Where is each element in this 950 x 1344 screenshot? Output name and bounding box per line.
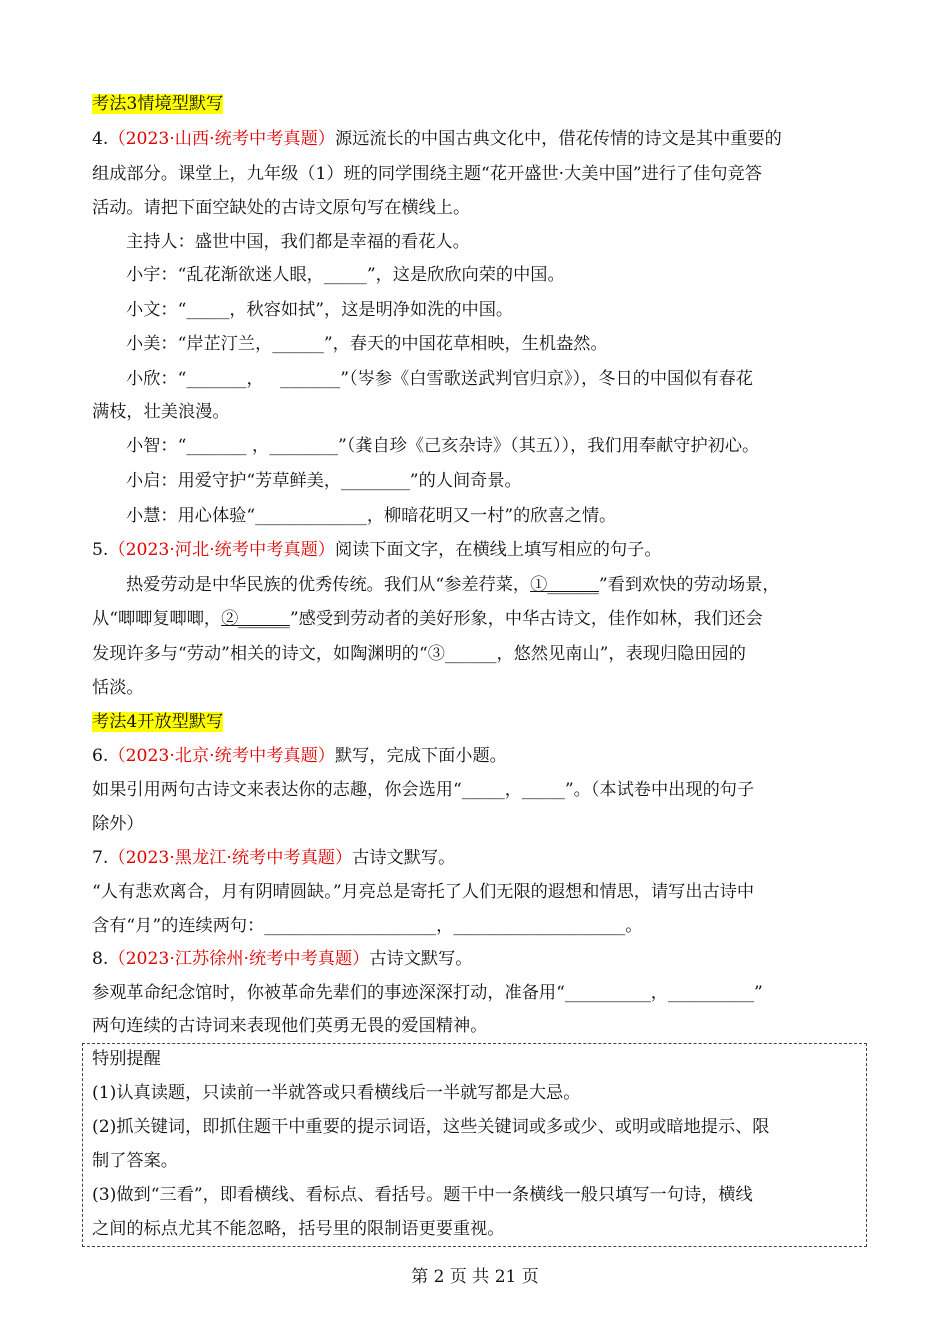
q7-line-2: “人有悲欢离合，月有阴晴圆缺。”月亮总是寄托了人们无限的遐想和情思，请写出古诗中 <box>92 882 755 902</box>
q6-number: 6. <box>92 746 109 766</box>
q4-xiaowen-text: 小文：“ <box>126 300 187 320</box>
q8-line-1 <box>92 948 862 970</box>
answer-blank-2[interactable]: ②______ <box>221 609 290 629</box>
close-quote: ” <box>753 983 763 1003</box>
answer-blank-3[interactable]: ______ <box>444 644 497 664</box>
tips-title: 特别提醒 <box>92 1049 161 1069</box>
q8-number: 8. <box>92 949 109 969</box>
q7-number: 7. <box>92 848 109 868</box>
q8-line-2 <box>92 982 862 1004</box>
comma: ， <box>246 369 264 389</box>
q4-xiaoqi-tail: ”的人间奇景。 <box>409 471 522 491</box>
comma: ， <box>504 780 522 800</box>
q4-xiaomei <box>126 333 896 355</box>
answer-blank[interactable]: __________ <box>668 983 754 1003</box>
q5-para-1 <box>126 574 896 596</box>
q6-line-1 <box>92 745 862 767</box>
answer-blank[interactable]: ____________________ <box>264 916 437 936</box>
q4-xiaoxin-line-2: 满枝，壮美浪漫。 <box>92 402 230 422</box>
q4-xiaohui <box>126 505 896 527</box>
q5-source: （2023·河北·统考中考真题） <box>108 540 335 560</box>
q5-para-4: 恬淡。 <box>92 678 144 698</box>
q4-xiaoxin <box>126 368 896 390</box>
tip-3-line-1: (3)做到“三看”，即看横线、看标点、看括号。题干中一条横线一般只填写一句诗，横线 <box>92 1185 753 1205</box>
comma: ， <box>650 983 668 1003</box>
tip-3-line-2: 之间的标点尤其不能忽略，括号里的限制语更要重视。 <box>92 1219 505 1239</box>
section-heading-3 <box>92 93 862 115</box>
q5-line-1 <box>92 539 862 561</box>
q4-xiaomei-text: 小美：“岸芷汀兰， <box>126 334 273 354</box>
q4-line-3: 活动。请把下面空缺处的古诗文原句写在横线上。 <box>92 198 471 218</box>
q4-xiaowen-tail: ，秋容如拭”，这是明净如洗的中国。 <box>229 300 514 320</box>
q6-source: （2023·北京·统考中考真题） <box>108 746 335 766</box>
q4-xiaozhi <box>126 435 896 457</box>
tip-2-line-1: (2)抓关键词，即抓住题干中重要的提示词语，这些关键词或多或少、或明或暗地提示、限 <box>92 1117 770 1137</box>
q7-line-3 <box>92 915 862 937</box>
q5-para-2-text: 从“唧唧复唧唧， <box>92 609 222 629</box>
tip-2-line-2: 制了答案。 <box>92 1151 178 1171</box>
q5-para-2-tail: ”感受到劳动者的美好形象，中华古诗文，佳作如林，我们还会 <box>289 609 763 629</box>
q6-line-2-tail: ”。（本试卷中出现的句子 <box>564 780 755 800</box>
answer-blank[interactable]: _______ <box>280 369 341 389</box>
q5-para-2 <box>92 608 862 630</box>
section-heading-4 <box>92 711 862 733</box>
q4-xiaoyu-tail: ”，这是欣欣向荣的中国。 <box>366 265 565 285</box>
q4-source: （2023·山西·统考中考真题） <box>108 129 335 149</box>
q7-source: （2023·黑龙江·统考中考真题） <box>108 848 353 868</box>
q4-xiaowen <box>126 299 896 321</box>
q6-line-3: 除外） <box>92 814 144 834</box>
q4-xiaoqi-text: 小启：用爱守护“芳草鲜美， <box>126 471 342 491</box>
period: 。 <box>625 916 643 936</box>
q7-line-1 <box>92 847 862 869</box>
answer-blank[interactable]: _____ <box>461 780 505 800</box>
q8-line-2-text: 参观革命纪念馆时，你被革命先辈们的事迹深深打动，准备用“ <box>92 983 565 1003</box>
answer-blank[interactable]: ______ <box>272 334 324 354</box>
q8-text: 古诗文默写。 <box>369 949 473 969</box>
q4-xiaoqi <box>126 470 896 492</box>
section-heading-3-text: 考法3情境型默写 <box>92 94 224 114</box>
q6-text: 默写，完成下面小题。 <box>334 746 507 766</box>
q5-para-3-tail: ，悠然见南山”，表现归隐田园的 <box>496 644 746 664</box>
comma: ， <box>251 436 270 456</box>
q5-number: 5. <box>92 540 109 560</box>
q7-text: 古诗文默写。 <box>352 848 456 868</box>
q5-text: 阅读下面文字，在横线上填写相应的句子。 <box>334 540 662 560</box>
q4-xiaoyu <box>126 264 896 286</box>
q8-source: （2023·江苏徐州·统考中考真题） <box>108 949 370 969</box>
q4-xiaomei-tail: ”，春天的中国花草相映，生机盎然。 <box>323 334 608 354</box>
answer-blank-1[interactable]: ①______ <box>530 575 599 595</box>
q4-line-1 <box>92 128 862 150</box>
answer-blank[interactable]: __________ <box>564 983 651 1003</box>
q5-para-1-text: 热爱劳动是中华民族的优秀传统。我们从“参差荇菜， <box>126 575 531 595</box>
q4-xiaohui-tail: ，柳暗花明又一村”的欣喜之情。 <box>366 506 617 526</box>
q7-line-3-text: 含有“月”的连续两句： <box>92 916 265 936</box>
answer-blank[interactable]: _______ <box>186 369 247 389</box>
q5-para-3 <box>92 643 862 665</box>
answer-blank[interactable]: ________ <box>341 471 410 491</box>
comma: ， <box>436 916 454 936</box>
answer-blank[interactable]: _______ <box>186 436 247 456</box>
q4-xiaozhi-text: 小智：“ <box>126 436 187 456</box>
q4-text: 源远流长的中国古典文化中，借花传情的诗文是其中重要的 <box>334 129 782 149</box>
q5-para-3-text: 发现许多与“劳动”相关的诗文，如陶渊明的“③ <box>92 644 445 664</box>
answer-blank[interactable]: _____ <box>323 265 367 285</box>
page-footer: 第 2 页 共 21 页 <box>411 1267 539 1287</box>
q4-xiaoxin-text: 小欣：“ <box>126 369 187 389</box>
q4-line-2: 组成部分。课堂上，九年级（1）班的同学围绕主题“花开盛世·大美中国”进行了佳句竞答 <box>92 164 762 184</box>
q4-number: 4. <box>92 129 109 149</box>
q4-xiaoxin-tail: ”（岑参《白雪歌送武判官归京》），冬日的中国似有春花 <box>340 369 753 389</box>
q4-host: 主持人：盛世中国，我们都是幸福的看花人。 <box>126 232 470 252</box>
section-heading-4-text: 考法4开放型默写 <box>92 712 224 732</box>
q4-xiaoyu-text: 小宇：“乱花渐欲迷人眼， <box>126 265 324 285</box>
answer-blank[interactable]: ________ <box>269 436 338 456</box>
tips-box <box>82 1043 867 1247</box>
tip-1: (1)认真读题，只读前一半就答或只看横线后一半就写都是大忌。 <box>92 1083 581 1103</box>
q5-para-1-tail: ”看到欢快的劳动场景， <box>598 575 780 595</box>
q4-xiaozhi-tail: ”（龚自珍《己亥杂诗》（其五）），我们用奉献守护初心。 <box>337 436 760 456</box>
q6-line-2 <box>92 779 862 801</box>
answer-blank[interactable]: ____________________ <box>453 916 626 936</box>
q8-line-3: 两句连续的古诗词来表现他们英勇无畏的爱国精神。 <box>92 1016 488 1036</box>
q6-line-2-text: 如果引用两句古诗文来表达你的志趣，你会选用“ <box>92 780 462 800</box>
q4-xiaohui-text: 小慧：用心体验“ <box>126 506 256 526</box>
answer-blank[interactable]: _____ <box>521 780 565 800</box>
answer-blank[interactable]: _____________ <box>255 506 367 526</box>
answer-blank[interactable]: _____ <box>186 300 230 320</box>
